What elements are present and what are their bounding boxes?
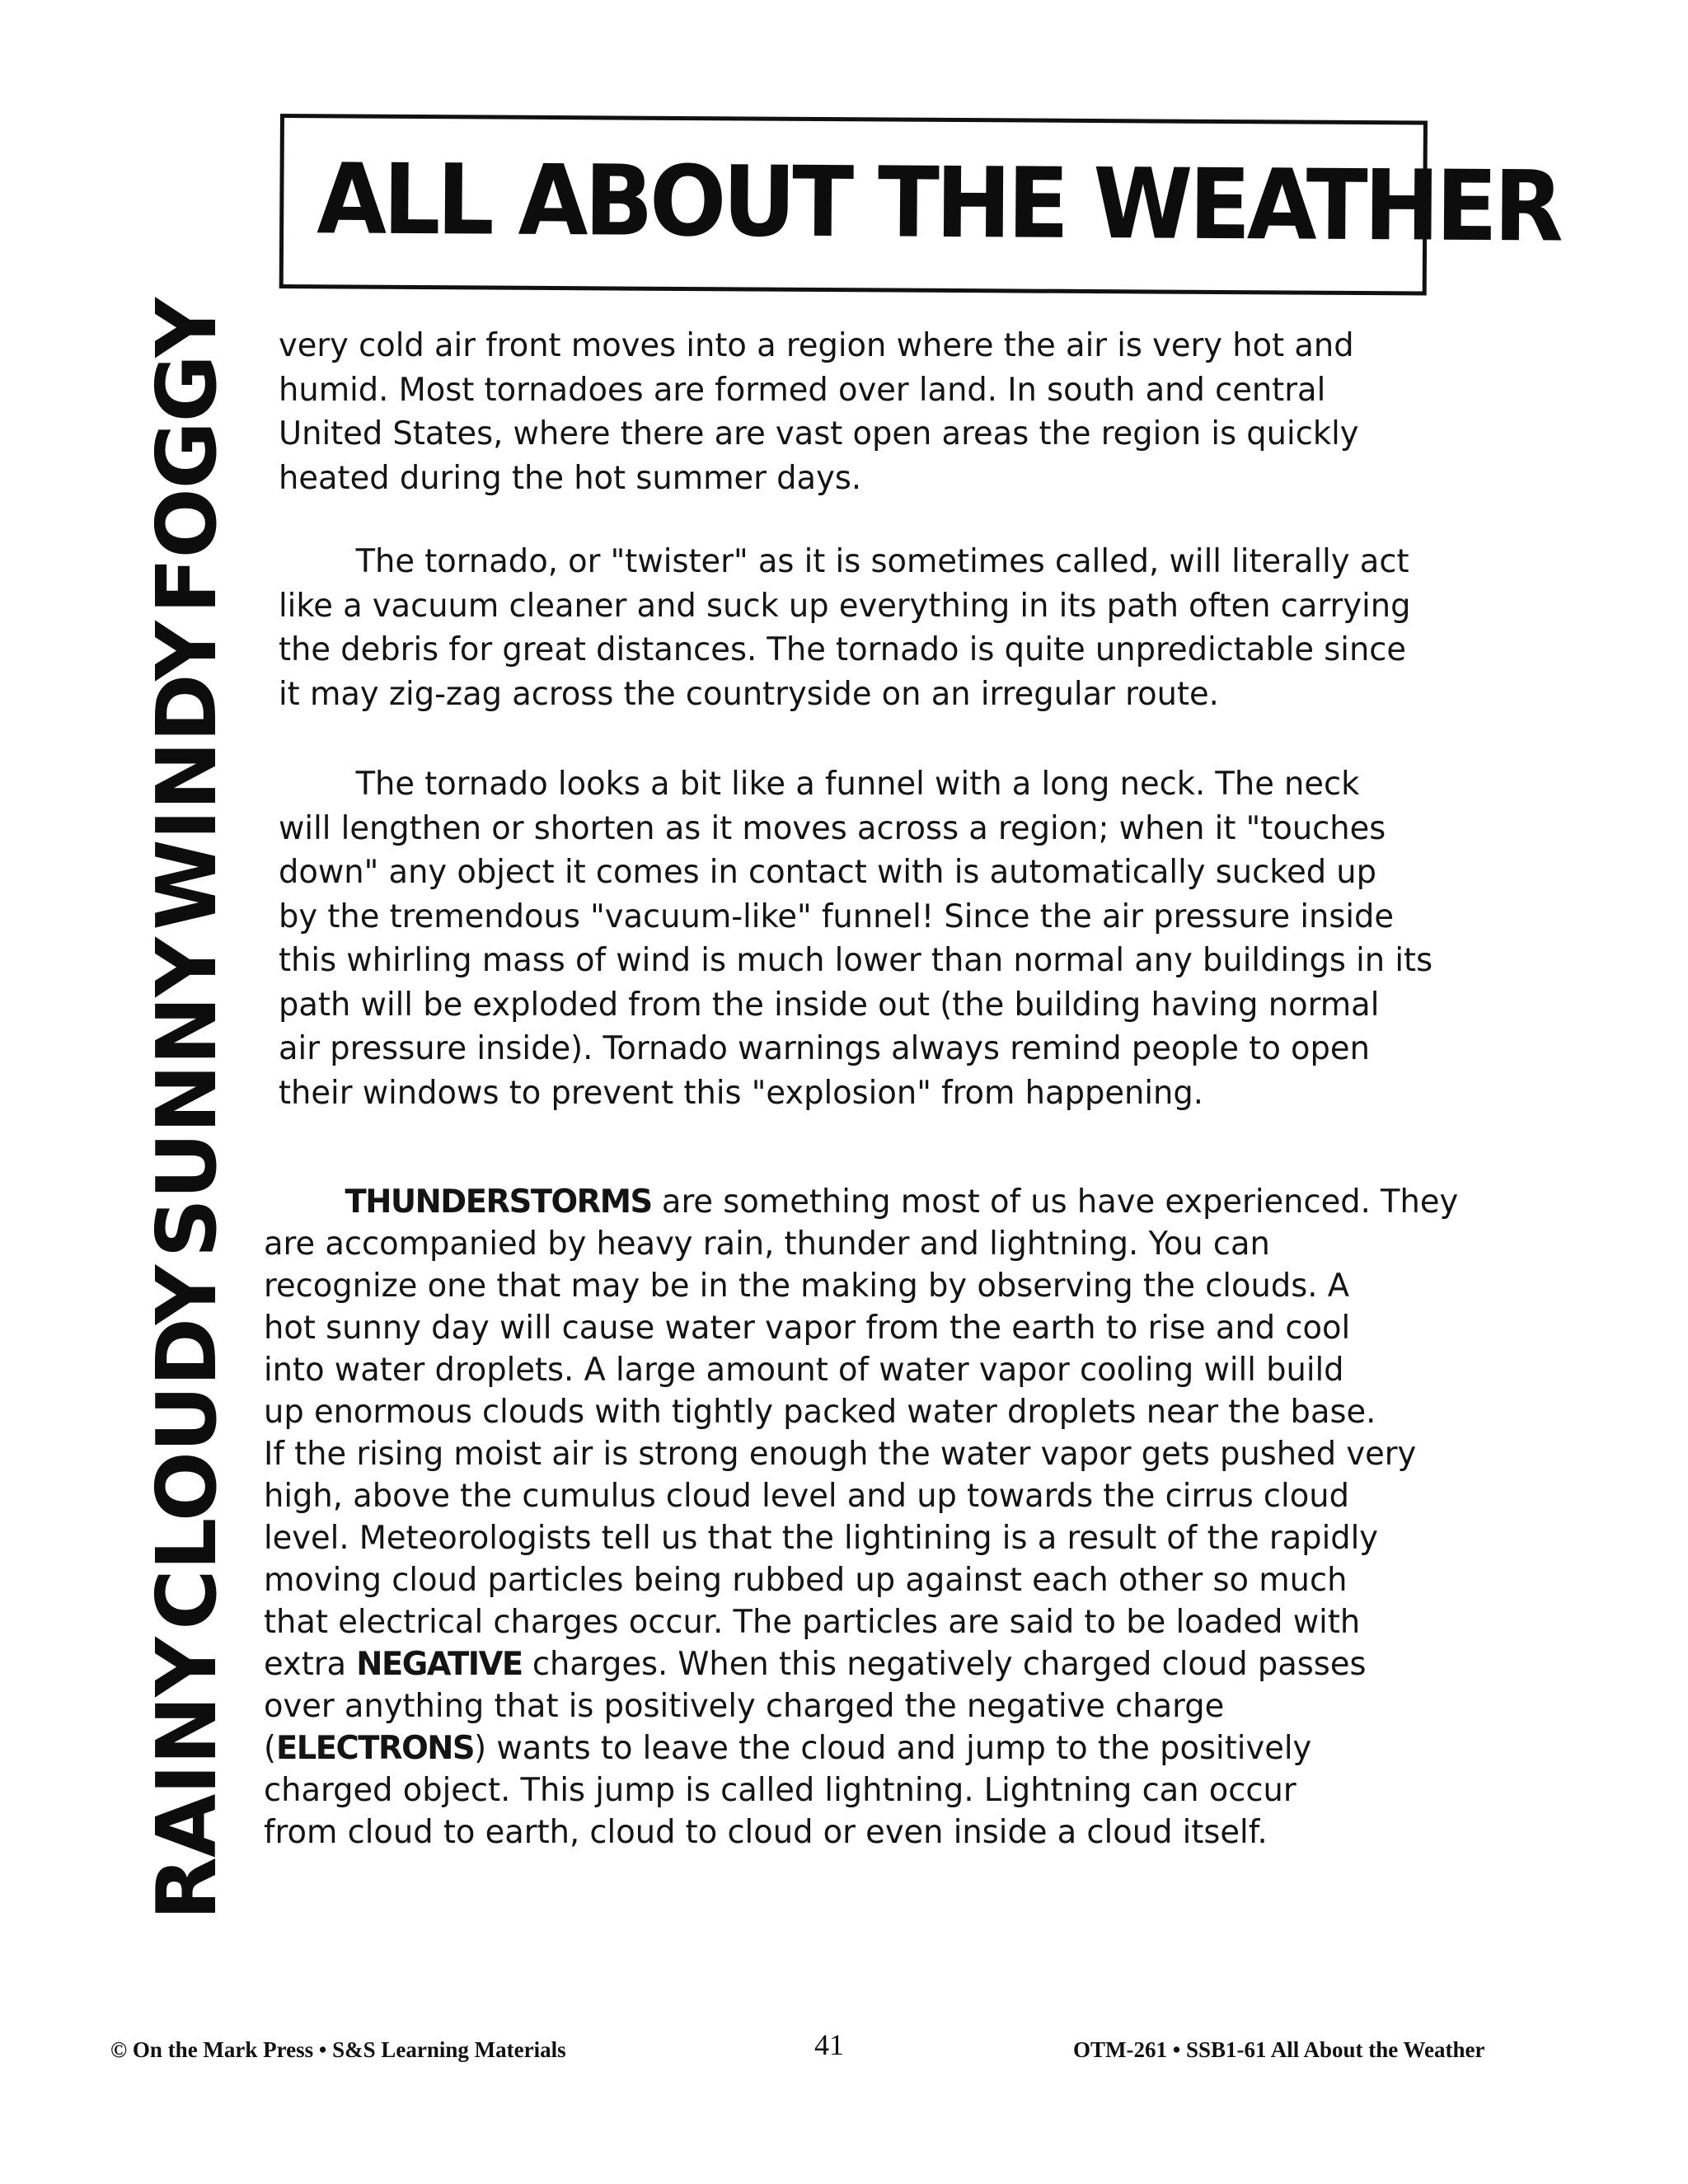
- text-line: [264, 1181, 1458, 1223]
- text-line: The tornado looks a bit like a funnel with a long neck. The neck: [355, 766, 1360, 803]
- text-line: high, above the cumulus cloud level and up towards the cirrus cloud: [264, 1478, 1349, 1515]
- text-line: humid. Most tornadoes are formed over land. In south and central: [279, 371, 1326, 409]
- text-fragment: are something most of us have experienced. They: [651, 1183, 1459, 1221]
- text-line: [264, 1643, 1458, 1685]
- text-fragment: charges. When this negatively charged cloud passes: [522, 1646, 1367, 1683]
- banner-word-sunny: SUNNY: [138, 938, 235, 1258]
- text-line: [264, 1727, 1458, 1769]
- text-line: down" any object it comes in contact with is automatically sucked up: [279, 854, 1377, 891]
- text-line: heated during the hot summer days.: [279, 459, 862, 497]
- text-line: like a vacuum cleaner and suck up everything in its path often carrying: [279, 587, 1411, 625]
- text-line: will lengthen or shorten as it moves across a region; when it "touches: [279, 809, 1386, 847]
- banner-word-rainy: RAINY: [138, 1638, 235, 1920]
- footer-product-code: OTM-261 • SSB1-61 All About the Weather: [1073, 2037, 1485, 2062]
- text-line: from cloud to earth, cloud to cloud or even inside a cloud itself.: [264, 1814, 1268, 1851]
- paragraph-tornado-formation: [279, 324, 1375, 500]
- text-line: up enormous clouds with tightly packed water droplets near the base.: [264, 1394, 1376, 1431]
- text-line: air pressure inside). Tornado warnings always remind people to open: [279, 1030, 1370, 1067]
- text-line: are accompanied by heavy rain, thunder and lightning. You can: [264, 1226, 1270, 1263]
- text-fragment: (: [264, 1730, 276, 1767]
- banner-word-cloudy: CLOUDY: [138, 1265, 235, 1630]
- banner-word-windy: WINDY: [138, 621, 235, 930]
- text-line: recognize one that may be in the making by observing the clouds. A: [264, 1268, 1349, 1305]
- text-line: that electrical charges occur. The particles are said to be loaded with: [264, 1604, 1361, 1641]
- text-line: over anything that is positively charged the negative charge: [264, 1688, 1225, 1725]
- text-line: United States, where there are vast open areas the region is quickly: [279, 415, 1359, 452]
- banner-word-foggy: FOGGY: [138, 298, 235, 614]
- text-line: The tornado, or "twister" as it is sometimes called, will literally act: [355, 543, 1409, 580]
- text-line: path will be exploded from the inside out (the building having normal: [279, 986, 1380, 1024]
- text-line: charged object. This jump is called lightning. Lightning can occur: [264, 1772, 1296, 1809]
- text-fragment: ) wants to leave the cloud and jump to the positively: [474, 1730, 1312, 1767]
- title-box: [279, 114, 1560, 295]
- text-line: their windows to prevent this "explosion" from happening.: [279, 1074, 1203, 1112]
- paragraph-tornado-funnel: [279, 762, 1450, 1115]
- paragraph-thunderstorms: [264, 1181, 1476, 1854]
- text-line: level. Meteorologists tell us that the lightining is a result of the rapidly: [264, 1520, 1379, 1557]
- text-line: into water droplets. A large amount of water vapor cooling will build: [264, 1352, 1344, 1389]
- side-banner-weather-words: [138, 298, 235, 1920]
- text-line: very cold air front moves into a region where the air is very hot and: [279, 327, 1354, 364]
- text-line: moving cloud particles being rubbed up against each other so much: [264, 1562, 1348, 1599]
- text-line: the debris for great distances. The tornado is quite unpredictable since: [279, 631, 1407, 668]
- text-line: it may zig-zag across the countryside on an irregular route.: [279, 675, 1219, 713]
- footer-publisher: © On the Mark Press • S&S Learning Materials: [110, 2037, 566, 2062]
- text-line: by the tremendous "vacuum-like" funnel! Since the air pressure inside: [279, 898, 1395, 935]
- term-electrons: ELECTRONS: [275, 1730, 475, 1767]
- paragraph-tornado-twister: [279, 540, 1428, 716]
- term-thunderstorms: THUNDERSTORMS: [345, 1183, 652, 1221]
- text-line: this whirling mass of wind is much lower than normal any buildings in its: [279, 942, 1433, 979]
- term-negative: NEGATIVE: [356, 1646, 523, 1683]
- page-number: 41: [814, 2028, 844, 2061]
- text-fragment: extra: [264, 1646, 357, 1683]
- text-line: If the rising moist air is strong enough the water vapor gets pushed very: [264, 1436, 1417, 1473]
- page-title: ALL ABOUT THE WEATHER: [316, 142, 1560, 264]
- text-line: hot sunny day will cause water vapor from the earth to rise and cool: [264, 1310, 1351, 1347]
